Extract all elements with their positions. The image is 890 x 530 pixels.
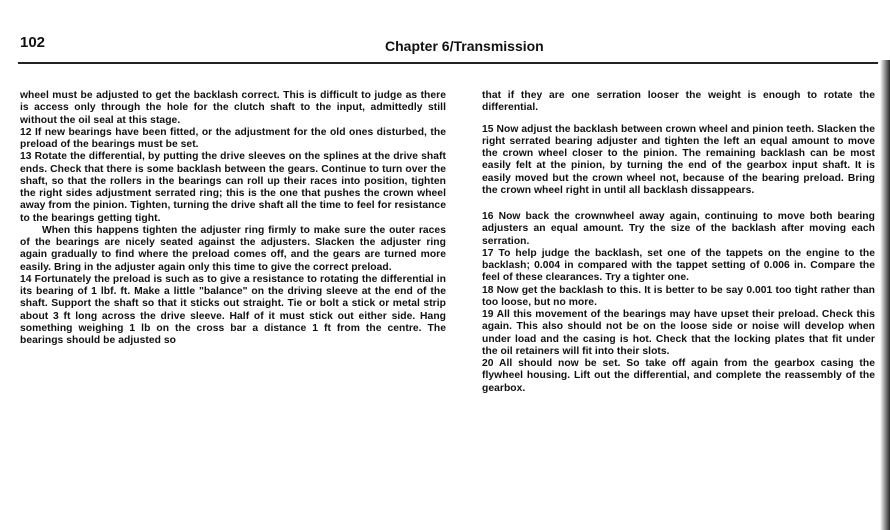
paragraph-18: 18 Now get the backlash to this. It is better to be say 0.001 too tight rather than too loose, but no more. <box>482 284 875 308</box>
paragraph-13-continued: When this happens tighten the adjuster ring firmly to make sure the outer races of the bearings are nicely seated against the adjusters. Slacken the adjuster ring again gradually to find where the preload comes off, and the gears are turned more easily. Bring in the adjuster again only this time to give the correct preload. <box>20 224 446 273</box>
paragraph-12: 12 If new bearings have been fitted, or the adjustment for the old ones disturbed, the preload of the bearings must be set. <box>20 126 446 150</box>
paragraph-13: 13 Rotate the differential, by putting the drive sleeves on the splines at the drive shaft ends. Check that there is some backlash between the gears. Continue to turn over the shaft, so that the rollers in the bearings can roll up their races into position, tighten the right sides adjustment serrated ring; this is the one that pushes the crown wheel away from the pinion. Tighten, turning the drive shaft all the time to feel for resistance to the bearings getting tight. <box>20 151 446 224</box>
paragraph-15: 15 Now adjust the backlash between crown wheel and pinion teeth. Slacken the right serrated bearing adjuster and tighten the left an equal amount to move the crown wheel closer to the pinion. The remaining backlash can be most easily felt at the pinion, by turning the end of the gearbox input shaft. It is easily moved but the crown wheel not, because of the bearing preload. Bring the crown wheel right in until all backlash dissappears. <box>482 123 875 196</box>
paragraph-16: 16 Now back the crownwheel away again, continuing to move both bearing adjusters an equal amount. Try the size of the backlash after moving each serration. <box>482 211 875 247</box>
paragraph-14: 14 Fortunately the preload is such as to give a resistance to rotating the differential in its bearing of 1 lbf. ft. Make a little "balance" on the driving sleeve at the end of the shaft. Support the shaft so that it sticks out straight. Tie or bolt a stick or metal strip about 3 ft long across the drive sleeve. Half of it must stick out either side. Hang something weighing 1 lb on the cross bar a distance 1 ft from the centre. The bearings should be adjusted so <box>20 273 446 346</box>
paragraph-19: 19 All this movement of the bearings may have upset their preload. Check this again. This also should not be on the loose side or noise will develop when under load and the casing is hot. Check that the locking plates that fit under the oil retainers will fit into their slots. <box>482 309 875 357</box>
paragraph-14-continued: that if they are one serration looser the weight is enough to rotate the differential. <box>482 90 875 114</box>
paragraph-continued: wheel must be adjusted to get the backlash correct. This is difficult to judge as there is access only through the hole for the clutch shaft to the input, admittedly still without the oil seal at this stage. <box>20 90 446 126</box>
left-column <box>20 90 446 347</box>
page-edge-shadow <box>880 60 890 530</box>
chapter-title: Chapter 6/Transmission <box>385 38 544 54</box>
paragraph-17: 17 To help judge the backlash, set one of the tappets on the engine to the backlash; 0.004 in compared with the tappet setting of 0.006 in. Compare the feel of these clearances. Try a tighter one. <box>482 247 875 284</box>
paragraph-20: 20 All should now be set. So take off again from the gearbox casing the flywheel housing. Lift out the differential, and complete the reassembly of the gearbox. <box>482 358 875 394</box>
header-rule <box>18 62 878 64</box>
right-column <box>482 90 875 395</box>
page-number: 102 <box>20 34 46 51</box>
